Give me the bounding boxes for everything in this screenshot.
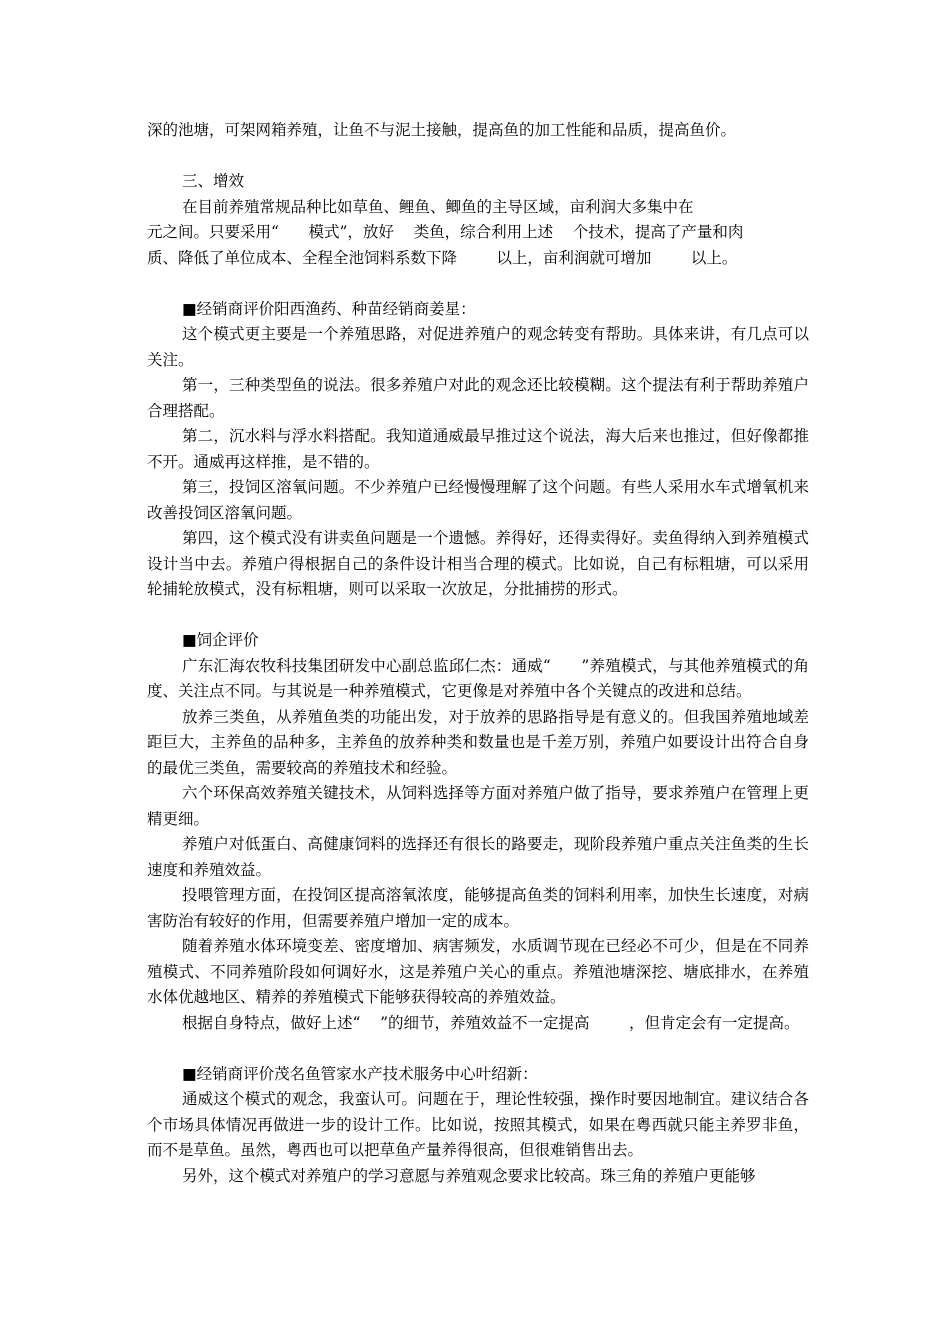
paragraph: 六个环保高效养殖关键技术，从饲料选择等方面对养殖户做了指导，要求养殖户在管理上更精更细。 bbox=[147, 784, 809, 828]
paragraph: 广东汇海农牧科技集团研发中心副总监邱仁杰：通威“ ”养殖模式，与其他养殖模式的角度、关注点不同。与其说是一种养殖模式，它更像是对养殖中各个关键点的改进和总结。 bbox=[147, 656, 809, 700]
document-page bbox=[147, 118, 809, 1189]
blank-line bbox=[147, 603, 809, 629]
blank-line bbox=[147, 271, 809, 297]
body-line: 深的池塘，可架网箱养殖，让鱼不与泥土接触，提高鱼的加工性能和品质，提高鱼价。 bbox=[147, 121, 737, 139]
section-heading: ■饲企评价 bbox=[182, 631, 259, 649]
paragraph: 另外，这个模式对养殖户的学习意愿与养殖观念要求比较高。珠三角的养殖户更能够 bbox=[182, 1166, 756, 1185]
paragraph: 第四，这个模式没有讲卖鱼问题是一个遗憾。养得好，还得卖得好。卖鱼得纳入到养殖模式设计当中去。养殖户得根据自己的条件设计相当合理的模式。比如说，自己有标粗塘，可以采用轮捕轮放模式，没有标粗塘，则可以采取一次放足，分批捕捞的形式。 bbox=[147, 529, 809, 598]
paragraph: 随着养殖水体环境变差、密度增加、病害频发，水质调节现在已经必不可少，但是在不同养殖模式、不同养殖阶段如何调好水，这是养殖户关心的重点。养殖池塘深挖、塘底排水，在养殖水体优越地区、精养的养殖模式下能够获得较高的养殖效益。 bbox=[147, 937, 809, 1006]
paragraph: 这个模式更主要是一个养殖思路，对促进养殖户的观念转变有帮助。具体来讲，有几点可以关注。 bbox=[147, 325, 809, 369]
section-heading: 三、增效 bbox=[182, 172, 245, 190]
paragraph: 通威这个模式的观念，我蛮认可。问题在于，理论性较强，操作时要因地制宜。建议结合各个市场具体情况再做进一步的设计工作。比如说，按照其模式，如果在粤西就只能主养罗非鱼，而不是草鱼。虽然，粤西也可以把草鱼产量养得很高，但很难销售出去。 bbox=[147, 1090, 809, 1159]
paragraph: 第三，投饲区溶氧问题。不少养殖户已经慢慢理解了这个问题。有些人采用水车式增氧机来改善投饲区溶氧问题。 bbox=[147, 478, 809, 522]
blank-line bbox=[147, 1036, 809, 1062]
body-line: 元之间。只要采用“ 模式”，放好 类鱼，综合利用上述 个技术，提高了产量和肉 bbox=[147, 223, 744, 241]
paragraph: 投喂管理方面，在投饲区提高溶氧浓度，能够提高鱼类的饲料利用率，加快生长速度，对病害防治有较好的作用，但需要养殖户增加一定的成本。 bbox=[147, 886, 809, 930]
blank-line bbox=[147, 144, 809, 170]
paragraph: 第二，沉水料与浮水料搭配。我知道通威最早推过这个说法，海大后来也推过，但好像都推不开。通威再这样推，是不错的。 bbox=[147, 427, 809, 471]
paragraph: 根据自身特点，做好上述“ ”的细节，养殖效益不一定提高 ，但肯定会有一定提高。 bbox=[182, 1013, 800, 1032]
section-heading: ■经销商评价阳西渔药、种苗经销商姜星： bbox=[182, 299, 476, 318]
paragraph: 放养三类鱼，从养殖鱼类的功能出发，对于放养的思路指导是有意义的。但我国养殖地域差距巨大，主养鱼的品种多，主养鱼的放养种类和数量也是千差万别，养殖户如要设计出符合自身的最优三类鱼，需要较高的养殖技术和经验。 bbox=[147, 707, 809, 777]
paragraph: 第一，三种类型鱼的说法。很多养殖户对此的观念还比较模糊。这个提法有利于帮助养殖户合理搭配。 bbox=[147, 376, 809, 420]
section-heading: ■经销商评价茂名鱼管家水产技术服务中心叶绍新： bbox=[182, 1064, 538, 1083]
paragraph: 养殖户对低蛋白、高健康饲料的选择还有很长的路要走，现阶段养殖户重点关注鱼类的生长速度和养殖效益。 bbox=[147, 835, 809, 879]
body-line: 质、降低了单位成本、全程全池饲料系数下降 以上，亩利润就可增加 以上。 bbox=[147, 248, 738, 267]
body-line: 在目前养殖常规品种比如草鱼、鲤鱼、鲫鱼的主导区域，亩利润大多集中在 bbox=[182, 197, 694, 216]
